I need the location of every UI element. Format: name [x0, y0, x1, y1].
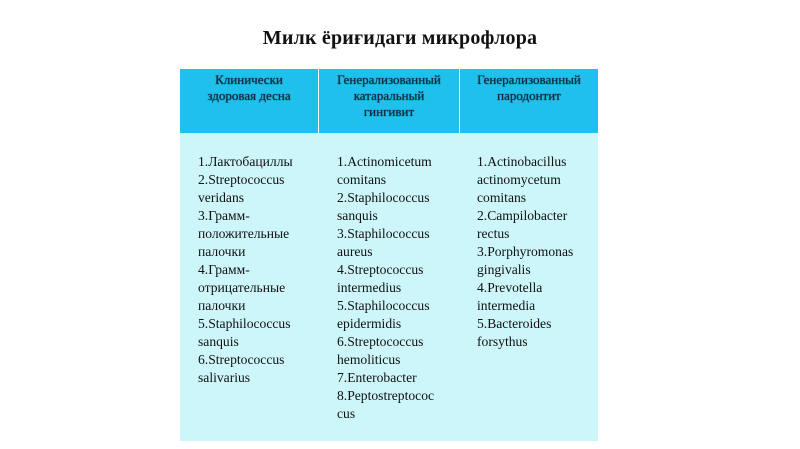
organism-line: forsythus: [477, 334, 528, 349]
column-catarrhal-gingivitis: [337, 153, 434, 423]
organism-line: gingivalis: [477, 262, 531, 277]
header-text-line: здоровая десна: [207, 88, 291, 103]
header-text-line: Клинически: [215, 72, 283, 87]
organism-line: salivarius: [198, 370, 251, 385]
organism-line: 3.Porphyromonas: [477, 244, 574, 259]
organism-line: 7.Enterobacter: [337, 370, 417, 385]
organism-line: 3.Staphilococcus: [337, 226, 430, 241]
organism-line: hemoliticus: [337, 352, 401, 367]
organism-line: cus: [337, 406, 356, 421]
organism-line: comitans: [477, 190, 527, 205]
organism-line: отрицательные: [198, 280, 286, 295]
header-healthy-gum: [180, 69, 318, 133]
organism-line: epidermidis: [337, 316, 402, 331]
organism-line: 1.Actinobacillus: [477, 154, 567, 169]
header-catarrhal-gingivitis: [319, 69, 459, 133]
table-header-row: [180, 69, 598, 133]
header-text-line: пародонтит: [497, 88, 561, 103]
organism-line: veridans: [198, 190, 245, 205]
organism-line: sanquis: [198, 334, 239, 349]
organism-line: палочки: [198, 244, 246, 259]
organism-line: actinomycetum: [477, 172, 561, 187]
organism-line: палочки: [198, 298, 246, 313]
organism-line: 2.Streptococcus: [198, 172, 285, 187]
organism-line: aureus: [337, 244, 373, 259]
organism-line: 5.Bacteroides: [477, 316, 552, 331]
header-text-line: Генерализованный: [337, 72, 441, 87]
organism-line: 1.Лактобациллы: [198, 154, 293, 169]
organism-line: 6.Streptococcus: [198, 352, 285, 367]
organism-line: положительные: [198, 226, 290, 241]
organism-line: 1.Actinomicetum: [337, 154, 432, 169]
organism-line: rectus: [477, 226, 510, 241]
header-text-line: Генерализованный: [477, 72, 581, 87]
organism-line: 6.Streptococcus: [337, 334, 424, 349]
organism-line: 2.Staphilococcus: [337, 190, 430, 205]
organism-line: comitans: [337, 172, 387, 187]
header-text-line: гингивит: [363, 104, 415, 119]
organism-line: 4.Грамм-: [198, 262, 250, 277]
organism-line: 5.Staphilococcus: [337, 298, 430, 313]
microflora-table: [180, 69, 598, 441]
organism-line: 3.Грамм-: [198, 208, 250, 223]
header-periodontitis: [460, 69, 598, 133]
organism-line: 2.Campilobacter: [477, 208, 568, 223]
column-healthy-gum: [198, 153, 293, 387]
organism-line: 5.Staphilococcus: [198, 316, 291, 331]
organism-line: 8.Peptostreptococ: [337, 388, 435, 403]
slide-title: Милк ёриғидаги микрофлора: [262, 27, 538, 49]
header-text-line: катаральный: [353, 88, 425, 103]
organism-line: intermedia: [477, 298, 536, 313]
organism-line: 4.Streptococcus: [337, 262, 424, 277]
column-periodontitis: [477, 153, 573, 351]
organism-line: intermedius: [337, 280, 402, 295]
organism-line: 4.Prevotella: [477, 280, 543, 295]
organism-line: sanquis: [337, 208, 378, 223]
